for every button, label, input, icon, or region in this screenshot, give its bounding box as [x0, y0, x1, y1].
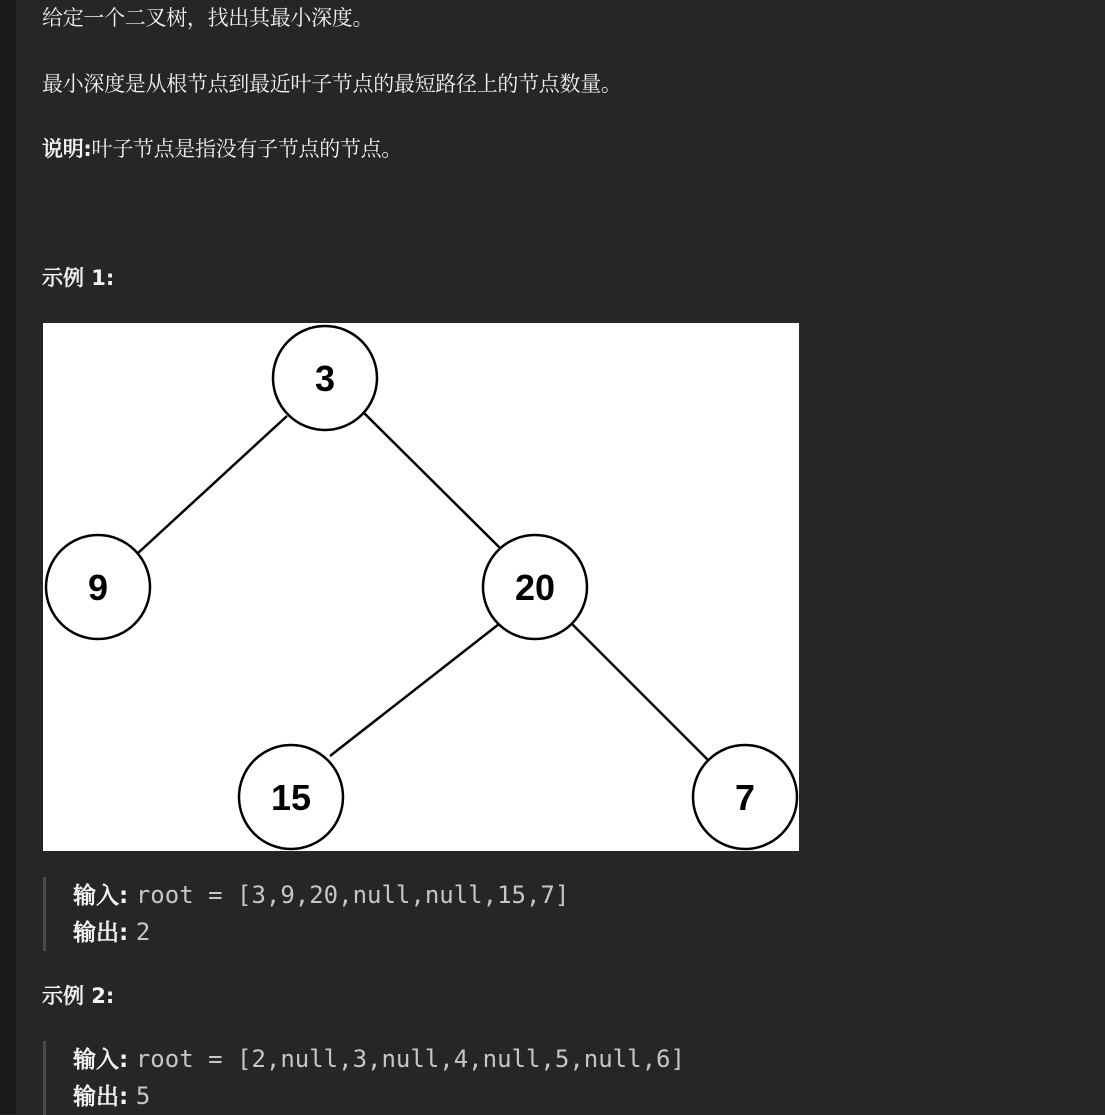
example-2-io: [43, 1041, 685, 1115]
example-1-io: [43, 877, 569, 951]
edge-3-20: [363, 412, 500, 548]
example-1-output: [73, 914, 569, 951]
node-label-3: 3: [314, 358, 336, 399]
example-2-input: [73, 1041, 685, 1078]
intro-text: 给定一个二叉树，找出其最小深度。: [42, 6, 374, 30]
output-value: 5: [135, 1082, 151, 1110]
input-value: root = [3,9,20,null,null,15,7]: [135, 881, 570, 909]
node-label-9: 9: [87, 567, 109, 608]
output-value: 2: [135, 918, 151, 946]
example-1-heading: 示例 1:: [42, 266, 115, 290]
input-label: 输入:: [73, 883, 129, 909]
example-2-output: [73, 1078, 685, 1115]
output-label: 输出:: [73, 1084, 129, 1110]
node-label-15: 15: [270, 777, 312, 818]
note-text: 叶子节点是指没有子节点的节点。: [91, 137, 402, 161]
edge-20-7: [571, 623, 711, 763]
example-2-heading: 示例 2:: [42, 984, 115, 1008]
input-label: 输入:: [73, 1047, 129, 1073]
node-label-7: 7: [734, 777, 756, 818]
note-label: 说明:: [42, 137, 92, 161]
edge-20-15: [330, 624, 499, 756]
node-label-20: 20: [514, 567, 556, 608]
input-value: root = [2,null,3,null,4,null,5,null,6]: [135, 1045, 685, 1073]
left-panel-edge: [0, 0, 16, 1114]
example-1-tree-image: [43, 323, 799, 851]
definition-text: 最小深度是从根节点到最近叶子节点的最短路径上的节点数量。: [42, 72, 622, 96]
edge-3-9: [138, 416, 287, 553]
note-paragraph: [42, 134, 402, 164]
example-1-input: [73, 877, 569, 914]
output-label: 输出:: [73, 920, 129, 946]
